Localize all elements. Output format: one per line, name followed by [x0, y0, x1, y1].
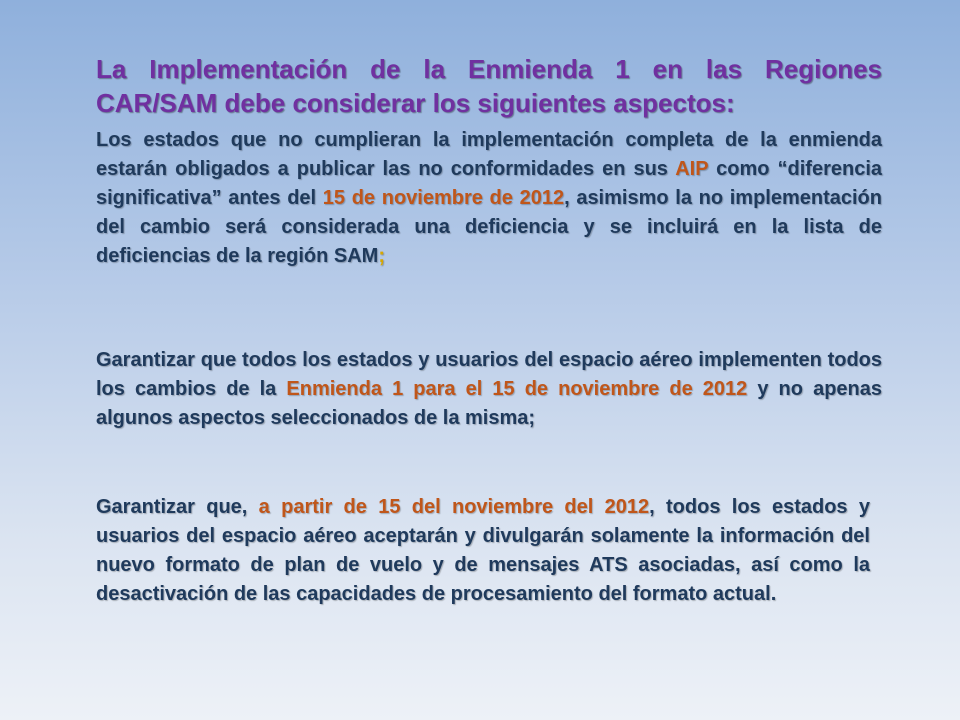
paragraph-text: Garantizar que todos los estados y usuarios del espacio aéreo implementen todos los cambios de la: [96, 349, 882, 400]
paragraph-text: , todos los estados y usuarios del espacio aéreo aceptarán y divulgarán solamente la información del nuevo formato de plan de vuelo y de mensajes ATS asociadas, así como la desactivación de las capacidades de procesamiento del formato actual.: [96, 496, 870, 605]
paragraph-guarantee-implementation: [96, 346, 882, 433]
highlight-amendment-date: Enmienda 1 para el 15 de noviembre de 2012: [286, 378, 748, 400]
paragraph-text: y no apenas algunos aspectos seleccionados de la misma;: [96, 378, 882, 429]
highlight-semicolon: ;: [378, 245, 385, 267]
paragraph-text: como “diferencia significativa” antes del: [96, 158, 882, 209]
paragraph-text: Garantizar que,: [96, 496, 259, 518]
highlight-aip: AIP: [675, 158, 709, 180]
paragraph-guarantee-new-format: [96, 493, 870, 609]
paragraph-aip-deficiencies: [96, 126, 882, 271]
highlight-start-date: a partir de 15 del noviembre del 2012: [258, 496, 650, 518]
highlight-date: 15 de noviembre de 2012: [322, 187, 565, 209]
slide-title: La Implementación de la Enmienda 1 en las Regiones CAR/SAM debe considerar los siguientes aspectos:: [96, 54, 882, 118]
paragraph-text: , asimismo la no implementación del cambio será considerada una deficiencia y se incluirá en la lista de deficiencias de la región SAM: [96, 187, 882, 267]
paragraph-text: Los estados que no cumplieran la implementación completa de la enmienda estarán obligados a publicar las no conformidades en sus: [96, 129, 882, 180]
